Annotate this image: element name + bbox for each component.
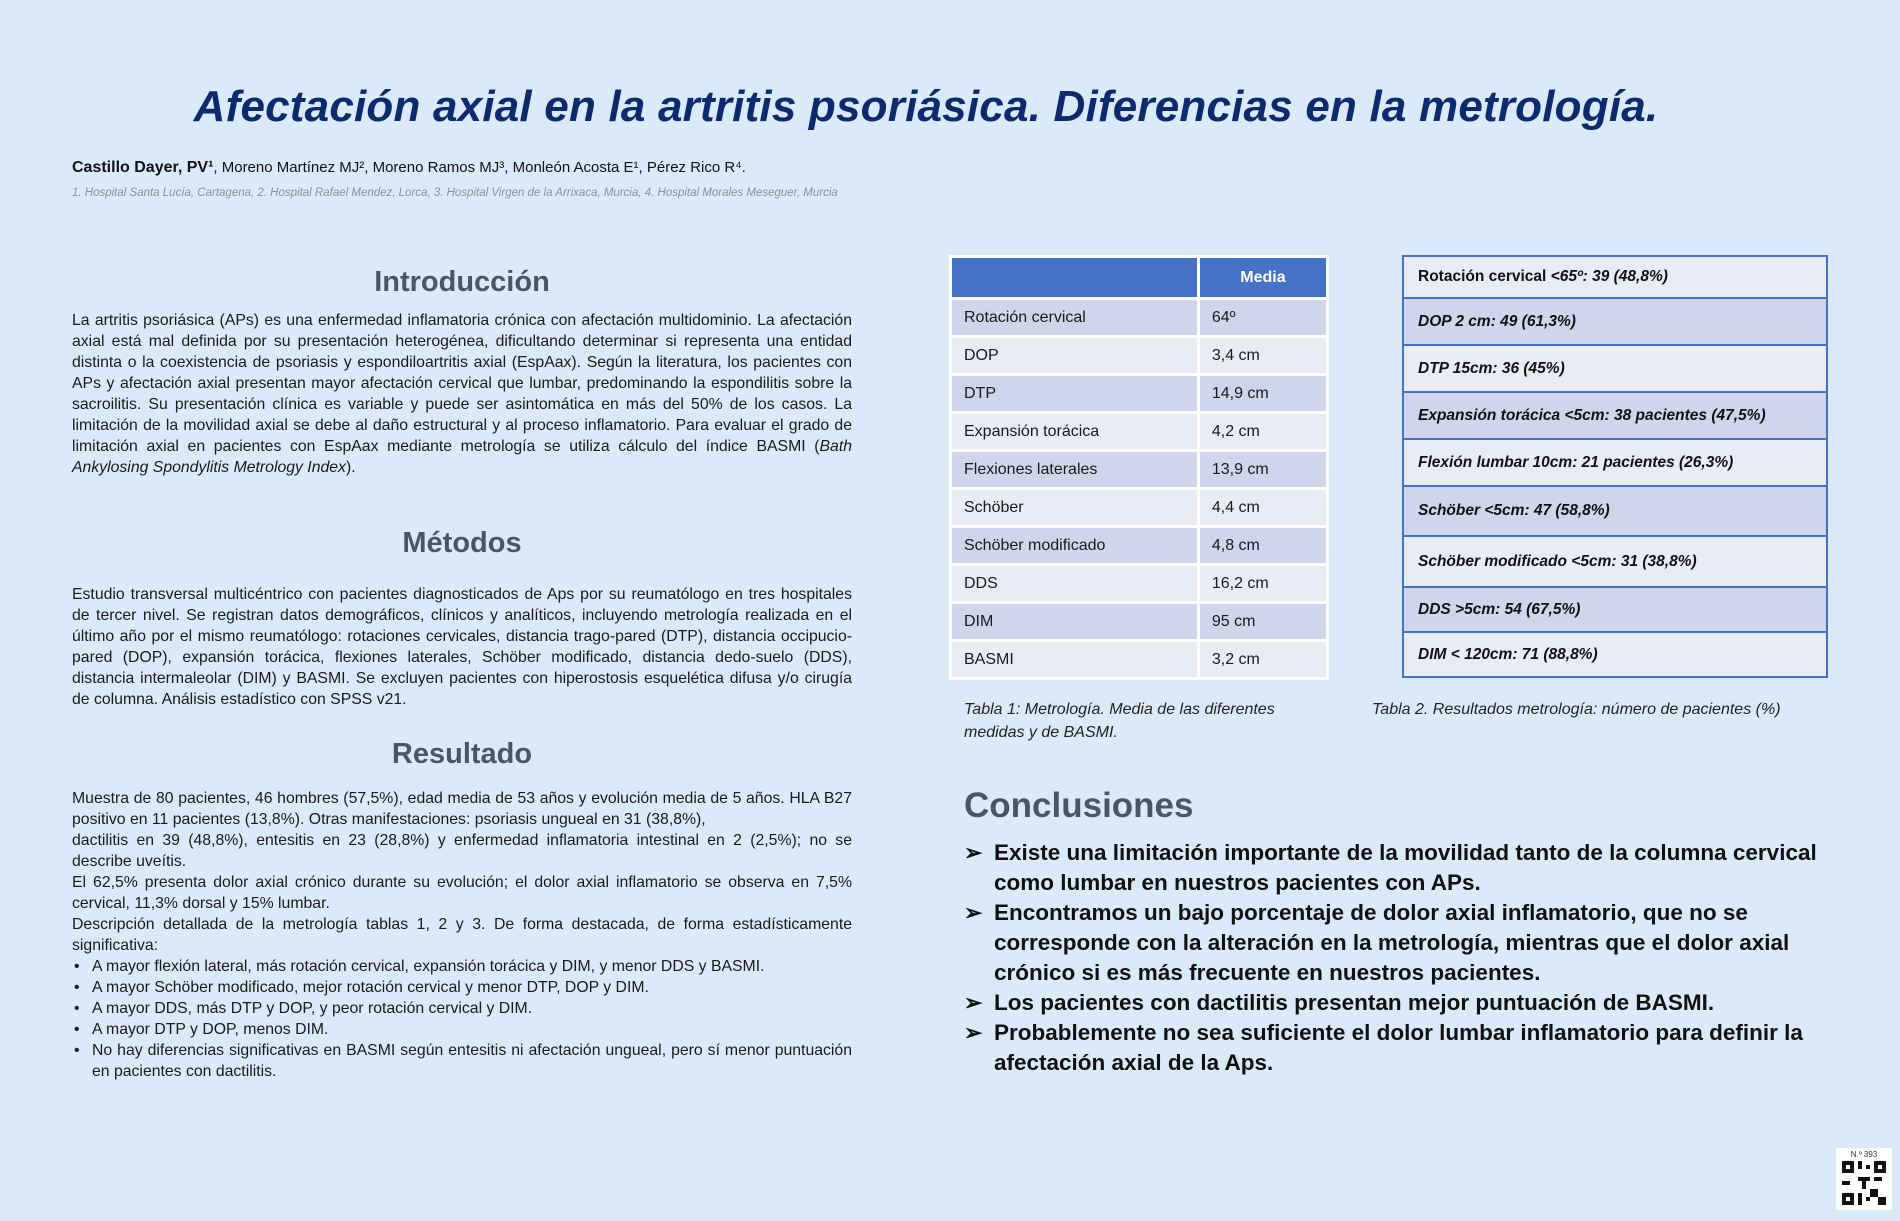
table-cell-value: 4,8 cm — [1198, 527, 1327, 565]
table-cell: Schöber <5cm: 47 (58,8%) — [1403, 486, 1827, 536]
table-header-row — [951, 257, 1328, 299]
table-cell: DIM < 120cm: 71 (88,8%) — [1403, 632, 1827, 677]
table-cell-label: Schöber modificado — [951, 527, 1199, 565]
table-cell-value: 4,4 cm — [1198, 489, 1327, 527]
table-cell-value: 3,2 cm — [1198, 641, 1327, 679]
co-authors: , Moreno Martínez MJ², Moreno Ramos MJ³, Monleón Acosta E¹, Pérez Rico R⁴. — [213, 159, 746, 176]
conclusion-text: Encontramos un bajo porcentaje de dolor axial inflamatorio, que no se corresponde con la alteración en la metrología, mientras que el dolor axial crónico si es más frecuente en nuestros pacientes. — [994, 900, 1790, 985]
table-cell-label: Rotación cervical — [951, 299, 1199, 337]
table-header-blank — [951, 257, 1199, 299]
table2-caption: Tabla 2. Resultados metrología: número de pacientes (%) — [1372, 701, 1781, 718]
table-row — [951, 451, 1328, 489]
table-cell — [1403, 256, 1827, 298]
qr-code[interactable] — [1836, 1148, 1892, 1210]
table-row — [951, 337, 1328, 375]
table-cell: Expansión torácica <5cm: 38 pacientes (47,5%) — [1403, 392, 1827, 439]
results-table — [1402, 255, 1828, 678]
table-row — [1403, 256, 1827, 298]
results-p3: El 62,5% presenta dolor axial crónico durante su evolución; el dolor axial inflamatorio se observa en 7,5% cervical, 11,3% dorsal y 15% lumbar. — [72, 874, 852, 912]
table-cell: Flexión lumbar 10cm: 21 pacientes (26,3%) — [1403, 439, 1827, 486]
table-cell-tail: <65º: 39 (48,8%) — [1550, 268, 1668, 285]
table-row — [951, 603, 1328, 641]
table-header-media: Media — [1198, 257, 1327, 299]
table-cell-value: 4,2 cm — [1198, 413, 1327, 451]
table-row — [1403, 587, 1827, 632]
table-row — [1403, 345, 1827, 392]
arrow-bullet-icon: ➢ — [964, 900, 983, 925]
table-row — [1403, 486, 1827, 536]
list-item: • A mayor flexión lateral, más rotación cervical, expansión torácica y DIM, y menor DDS y BASMI. — [72, 956, 852, 977]
results-bullets — [72, 956, 852, 1082]
table-row — [951, 413, 1328, 451]
table-row — [1403, 298, 1827, 345]
qr-code-icon — [1842, 1161, 1886, 1205]
list-item: • A mayor DTP y DOP, menos DIM. — [72, 1019, 852, 1040]
table-cell: DDS >5cm: 54 (67,5%) — [1403, 587, 1827, 632]
conclusions-heading: Conclusiones — [964, 786, 1194, 825]
table-row — [951, 489, 1328, 527]
arrow-bullet-icon: ➢ — [964, 990, 983, 1015]
table-row — [1403, 632, 1827, 677]
authors — [72, 159, 746, 177]
table-row — [951, 527, 1328, 565]
table-cell-value: 16,2 cm — [1198, 565, 1327, 603]
table-cell-value: 3,4 cm — [1198, 337, 1327, 375]
table-row — [951, 375, 1328, 413]
methods-paragraph: Estudio transversal multicéntrico con pacientes diagnosticados de Aps por su reumatólogo en tres hospitales de tercer nivel. Se registran datos demográficos, clínicos y analíticos, incluyendo metrología realizada en el último año por el mismo reumatólogo: rotaciones cervicales, distancia trago-pared (DTP), distancia occipucio-pared (DOP), expansión torácica, flexiones laterales, Schöber modificado, distancia dedo-suelo (DDS), distancia intermaleolar (DIM) y BASMI. Se excluyen pacientes con hiperostosis esquelética difusa y/o cirugía de columna. Análisis estadístico con SPSS v21. — [72, 586, 852, 708]
table-cell-label: DDS — [951, 565, 1199, 603]
poster-number: N.º 393 — [1850, 1150, 1878, 1159]
results-p1: Muestra de 80 pacientes, 46 hombres (57,5%), edad media de 53 años y evolución media de 5 años. HLA B27 positivo en 11 pacientes (13,8%). Otras manifestaciones: psoriasis ungueal en 31 (38,8%), — [72, 790, 852, 828]
table-cell-label: DTP — [951, 375, 1199, 413]
results-text — [72, 788, 852, 1082]
conclusion-text: Probablemente no sea suficiente el dolor lumbar inflamatorio para definir la afectación axial de la Aps. — [994, 1020, 1803, 1075]
metrology-table — [949, 255, 1329, 680]
methods-heading: Métodos — [402, 527, 522, 559]
table-cell-value: 14,9 cm — [1198, 375, 1327, 413]
methods-text — [72, 584, 852, 710]
table-cell-label: DIM — [951, 603, 1199, 641]
intro-text — [72, 310, 852, 478]
table-row — [1403, 439, 1827, 486]
table-cell-label: BASMI — [951, 641, 1199, 679]
table-cell-head: Rotación cervical — [1418, 268, 1551, 285]
list-item: • A mayor Schöber modificado, mejor rotación cervical y menor DTP, DOP y DIM. — [72, 977, 852, 998]
table1-caption: Tabla 1: Metrología. Media de las diferentes medidas y de BASMI. — [964, 701, 1275, 741]
results-p2: dactilitis en 39 (48,8%), entesitis en 23 (28,8%) y enfermedad inflamatoria intestinal en 2 (2,5%); no se describe uveítis. — [72, 832, 852, 870]
table-cell-label: Expansión torácica — [951, 413, 1199, 451]
conclusions-list — [964, 838, 1824, 1078]
table-cell-label: Schöber — [951, 489, 1199, 527]
intro-text-italic: Bath Ankylosing Spondylitis Metrology Index — [72, 438, 852, 476]
list-item — [964, 988, 1824, 1018]
intro-text-end: ). — [345, 459, 356, 476]
table-row — [951, 641, 1328, 679]
conclusion-text: Los pacientes con dactilitis presentan mejor puntuación de BASMI. — [994, 990, 1715, 1015]
table-row — [1403, 536, 1827, 587]
results-heading: Resultado — [391, 738, 533, 770]
table-cell-value: 13,9 cm — [1198, 451, 1327, 489]
poster-title: Afectación axial en la artritis psoriásica. Diferencias en la metrología. — [193, 82, 1659, 131]
table-cell-value: 64º — [1198, 299, 1327, 337]
arrow-bullet-icon: ➢ — [964, 1020, 983, 1045]
conclusion-text: Existe una limitación importante de la movilidad tanto de la columna cervical como lumbar en nuestros pacientes con APs. — [994, 840, 1817, 895]
list-item: • No hay diferencias significativas en BASMI según entesitis ni afectación ungueal, pero sí menor puntuación en pacientes con dactilitis. — [72, 1040, 852, 1082]
list-item — [964, 838, 1824, 898]
affiliations: 1. Hospital Santa Lucía, Cartagena, 2. Hospital Rafael Mendez, Lorca, 3. Hospital Virgen de la Arrixaca, Murcia, 4. Hospital Morales Meseguer, Murcia — [72, 187, 838, 199]
results-p4: Descripción detallada de la metrología tablas 1, 2 y 3. De forma destacada, de forma estadísticamente significativa: — [72, 916, 852, 954]
table-row — [1403, 392, 1827, 439]
table-row — [951, 565, 1328, 603]
table-cell: Schöber modificado <5cm: 31 (38,8%) — [1403, 536, 1827, 587]
table-cell-label: DOP — [951, 337, 1199, 375]
table-cell: DTP 15cm: 36 (45%) — [1403, 345, 1827, 392]
table-row — [951, 299, 1328, 337]
lead-author: Castillo Dayer, PV¹ — [72, 159, 214, 176]
table-cell: DOP 2 cm: 49 (61,3%) — [1403, 298, 1827, 345]
intro-heading: Introducción — [374, 266, 550, 298]
list-item — [964, 898, 1824, 988]
list-item: • A mayor DDS, más DTP y DOP, y peor rotación cervical y DIM. — [72, 998, 852, 1019]
table-cell-value: 95 cm — [1198, 603, 1327, 641]
table-cell-label: Flexiones laterales — [951, 451, 1199, 489]
list-item — [964, 1018, 1824, 1078]
intro-text-main: La artritis psoriásica (APs) es una enfermedad inflamatoria crónica con afectación multidominio. La afectación axial está mal definida por su presentación heterogénea, dificultando determinar si representa una entidad distinta o la coexistencia de psoriasis y espondiloartritis axial (EspAax). Según la literatura, los pacientes con APs y afectación axial presentan mayor afectación cervical que lumbar, predominando la espondilitis sobre la sacroilitis. Su presentación clínica es variable y puede ser asintomática en más del 50% de los casos. La limitación de la movilidad axial se debe al daño estructural y al proceso inflamatorio. Para evaluar el grado de limitación axial en pacientes con EspAax mediante metrología se utiliza cálculo del índice BASMI ( — [72, 312, 852, 455]
arrow-bullet-icon: ➢ — [964, 840, 983, 865]
